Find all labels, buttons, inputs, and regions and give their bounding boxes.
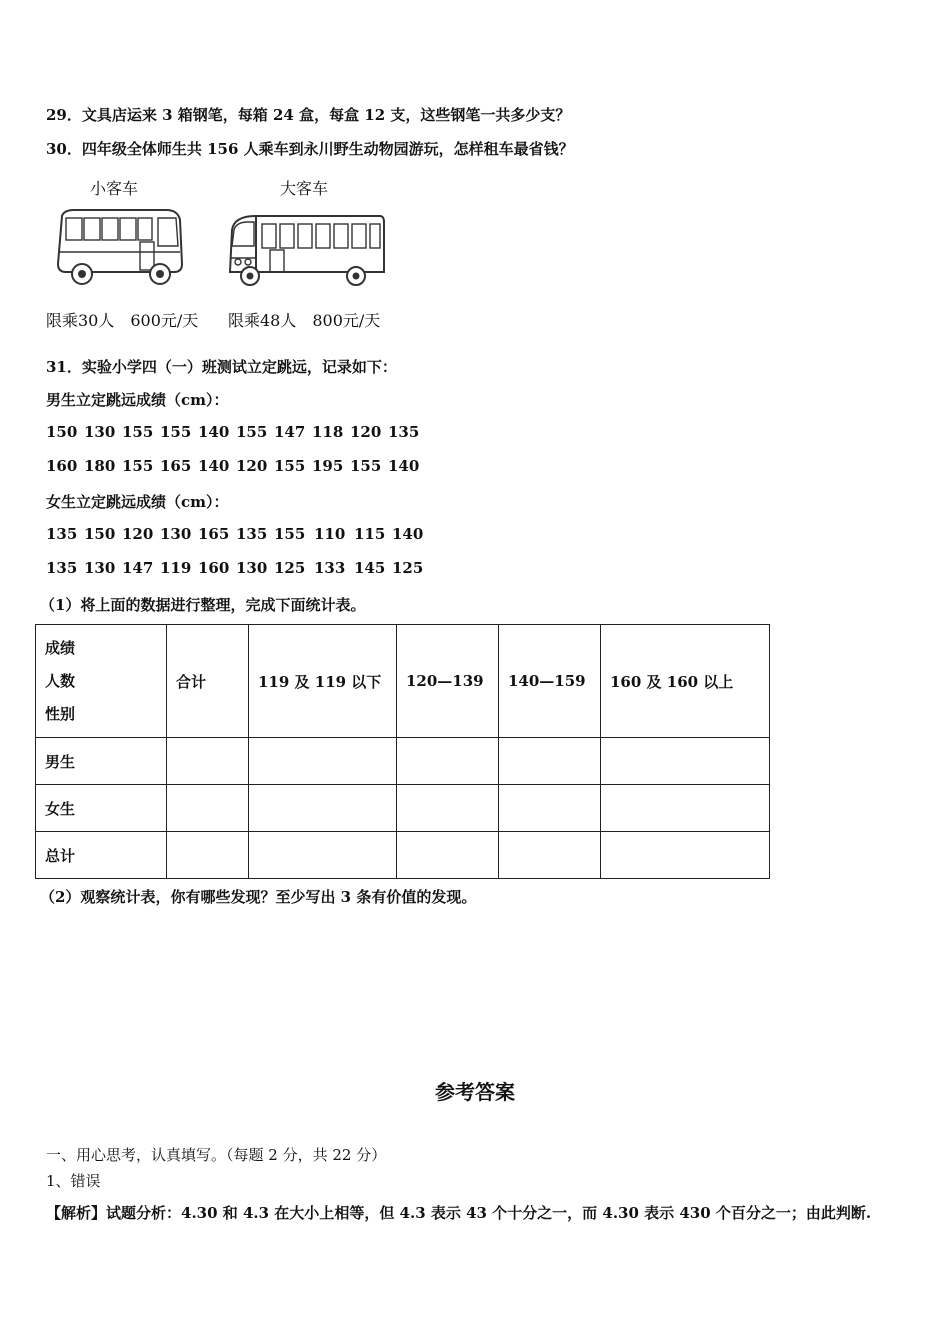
score: 125	[274, 559, 306, 577]
small-bus-icon	[54, 206, 186, 288]
table-cell[interactable]	[167, 832, 249, 879]
header-total: 合计	[167, 625, 249, 738]
score: 120	[350, 423, 382, 441]
table-cell[interactable]	[499, 738, 601, 785]
score: 155	[274, 525, 306, 543]
large-bus-caption: 限乘48人 800元/天	[228, 311, 381, 330]
answer-1: 1、错误	[46, 1172, 101, 1190]
part-1-instruction: （1）将上面的数据进行整理，完成下面统计表。	[40, 596, 366, 614]
row-label-total: 总计	[36, 832, 167, 879]
score: 135	[236, 525, 268, 543]
score: 140	[388, 457, 420, 475]
corner-label-gender: 性别	[45, 704, 76, 723]
score: 147	[122, 559, 154, 577]
score: 130	[160, 525, 192, 543]
score: 120	[236, 457, 268, 475]
header-range-4: 160 及 160 以上	[601, 625, 770, 738]
row-label-boys: 男生	[36, 738, 167, 785]
large-bus-icon	[226, 210, 388, 290]
small-bus-title: 小客车	[90, 179, 139, 198]
score: 118	[312, 423, 344, 441]
boys-scores-row-2	[46, 457, 426, 475]
score: 155	[160, 423, 192, 441]
table-row	[36, 785, 770, 832]
score: 130	[84, 423, 116, 441]
score: 115	[354, 525, 386, 543]
score: 155	[122, 423, 154, 441]
statistics-table	[35, 624, 770, 879]
bus-figure	[46, 172, 396, 332]
score: 135	[46, 525, 78, 543]
boys-label: 男生立定跳远成绩（cm）：	[46, 391, 229, 409]
header-range-2: 120—139	[397, 625, 499, 738]
score: 160	[46, 457, 78, 475]
answer-title: 参考答案	[435, 1080, 515, 1104]
table-cell[interactable]	[601, 738, 770, 785]
analysis-text: 试题分析：4.30 和 4.3 在大小上相等，但 4.3 表示 43 个十分之一，而 4.30 表示 430 个百分之一；由此判断.	[106, 1204, 872, 1222]
corner-cell	[36, 625, 167, 738]
table-cell[interactable]	[249, 785, 397, 832]
score: 140	[198, 457, 230, 475]
question-31: 31．实验小学四（一）班测试立定跳远，记录如下：	[46, 358, 397, 376]
score: 130	[236, 559, 268, 577]
girls-scores-row-1	[46, 525, 430, 543]
score: 160	[198, 559, 230, 577]
score: 130	[84, 559, 116, 577]
row-label-girls: 女生	[36, 785, 167, 832]
table-cell[interactable]	[167, 738, 249, 785]
table-cell[interactable]	[249, 832, 397, 879]
table-cell[interactable]	[601, 785, 770, 832]
table-row	[36, 832, 770, 879]
analysis-tag: 【解析】	[46, 1204, 107, 1222]
table-header-row	[36, 625, 770, 738]
header-range-3: 140—159	[499, 625, 601, 738]
boys-scores-row-1	[46, 423, 426, 441]
question-29: 29．文具店运来 3 箱钢笔，每箱 24 盒，每盒 12 支，这些钢笔一共多少支？	[46, 106, 571, 124]
girls-scores-row-2	[46, 559, 430, 577]
large-bus-title: 大客车	[280, 179, 329, 198]
table-cell[interactable]	[397, 832, 499, 879]
question-30: 30．四年级全体师生共 156 人乘车到永川野生动物园游玩，怎样租车最省钱？	[46, 140, 574, 158]
table-cell[interactable]	[601, 832, 770, 879]
score: 119	[160, 559, 192, 577]
score: 155	[236, 423, 268, 441]
corner-label-score: 成绩	[45, 638, 76, 657]
score: 165	[198, 525, 230, 543]
part-2-instruction: （2）观察统计表，你有哪些发现？至少写出 3 条有价值的发现。	[40, 888, 477, 906]
score: 180	[84, 457, 116, 475]
score: 145	[354, 559, 386, 577]
analysis	[46, 1202, 871, 1223]
small-bus-caption: 限乘30人 600元/天	[46, 311, 199, 330]
corner-label-count: 人数	[45, 671, 76, 690]
table-cell[interactable]	[499, 832, 601, 879]
table-cell[interactable]	[397, 785, 499, 832]
table-cell[interactable]	[499, 785, 601, 832]
header-range-1: 119 及 119 以下	[249, 625, 397, 738]
score: 150	[46, 423, 78, 441]
score: 195	[312, 457, 344, 475]
score: 147	[274, 423, 306, 441]
score: 120	[122, 525, 154, 543]
score: 140	[198, 423, 230, 441]
score: 135	[388, 423, 420, 441]
section-1-heading: 一、用心思考，认真填写。（每题 2 分，共 22 分）	[46, 1146, 387, 1164]
score: 155	[122, 457, 154, 475]
table-cell[interactable]	[167, 785, 249, 832]
score: 155	[350, 457, 382, 475]
table-cell[interactable]	[397, 738, 499, 785]
score: 165	[160, 457, 192, 475]
score: 150	[84, 525, 116, 543]
score: 155	[274, 457, 306, 475]
score: 125	[392, 559, 424, 577]
girls-label: 女生立定跳远成绩（cm）：	[46, 493, 229, 511]
score: 140	[392, 525, 424, 543]
table-cell[interactable]	[249, 738, 397, 785]
score: 110	[314, 525, 346, 543]
score: 135	[46, 559, 78, 577]
table-row	[36, 738, 770, 785]
score: 133	[314, 559, 346, 577]
